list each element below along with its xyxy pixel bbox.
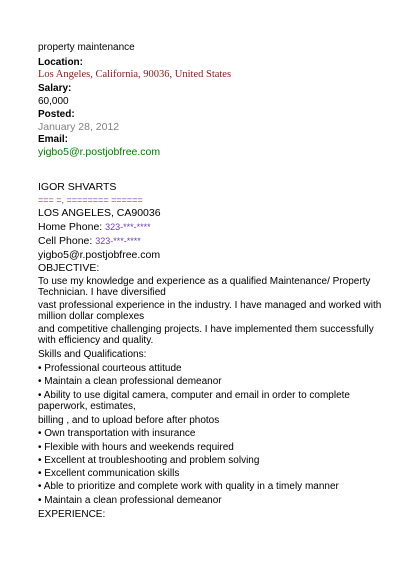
- skill-item: • Maintain a clean professional demeanor: [38, 495, 222, 506]
- experience-heading: EXPERIENCE:: [38, 509, 106, 520]
- skill-item-continued: paperwork, estimates,: [38, 401, 136, 412]
- job-title: property maintenance: [38, 42, 135, 53]
- location-label: Location:: [38, 57, 83, 68]
- cell-phone-line: [38, 235, 141, 247]
- home-phone-label: Home Phone:: [38, 221, 103, 233]
- objective-line-3b: with efficiency and quality.: [38, 335, 154, 346]
- posted-date: January 28, 2012: [38, 121, 120, 133]
- skills-heading: Skills and Qualifications:: [38, 349, 147, 360]
- objective-line-1b: Technician. I have diversified: [38, 287, 166, 298]
- skill-item: • Excellent communication skills: [38, 468, 180, 479]
- candidate-name: IGOR SHVARTS: [38, 181, 117, 193]
- home-phone-line: [38, 221, 151, 233]
- skill-item: • Own transportation with insurance: [38, 428, 196, 439]
- salary-value: 60,000: [38, 96, 69, 107]
- email-link[interactable]: yigbo5@r.postjobfree.com: [38, 146, 161, 158]
- salary-label: Salary:: [38, 83, 72, 94]
- objective-heading: OBJECTIVE:: [38, 262, 100, 274]
- skill-item: • Ability to use digital camera, computer and email in order to complete: [38, 390, 350, 401]
- skill-item: • Flexible with hours and weekends required: [38, 442, 234, 453]
- skill-item: • Able to prioritize and complete work with quality in a timely manner: [38, 481, 339, 492]
- cell-phone-label: Cell Phone:: [38, 235, 93, 247]
- candidate-city: LOS ANGELES, CA90036: [38, 207, 161, 219]
- skill-item: • Professional courteous attitude: [38, 363, 182, 374]
- cell-phone-value: 323-***-****: [95, 236, 141, 246]
- email-label: Email:: [38, 134, 69, 145]
- objective-line-3a: and competitive challenging projects. I have implemented them successfully: [38, 324, 374, 335]
- posted-label: Posted:: [38, 109, 75, 120]
- home-phone-value: 323-***-****: [105, 222, 151, 232]
- objective-line-2a: vast professional experience in the industry. I have managed and worked with: [38, 300, 382, 311]
- skill-item-continued: billing , and to upload before after photos: [38, 415, 220, 426]
- skill-item: • Excellent at troubleshooting and problem solving: [38, 455, 260, 466]
- objective-line-1a: To use my knowledge and experience as a qualified Maintenance/ Property: [38, 276, 371, 287]
- candidate-email: yigbo5@r.postjobfree.com: [38, 249, 161, 261]
- objective-line-2b: million dollar complexes: [38, 311, 145, 322]
- masked-address: === =, ======== ======: [38, 195, 143, 205]
- location-value: Los Angeles, California, 90036, United States: [38, 69, 232, 80]
- skill-item: • Maintain a clean professional demeanor: [38, 376, 222, 387]
